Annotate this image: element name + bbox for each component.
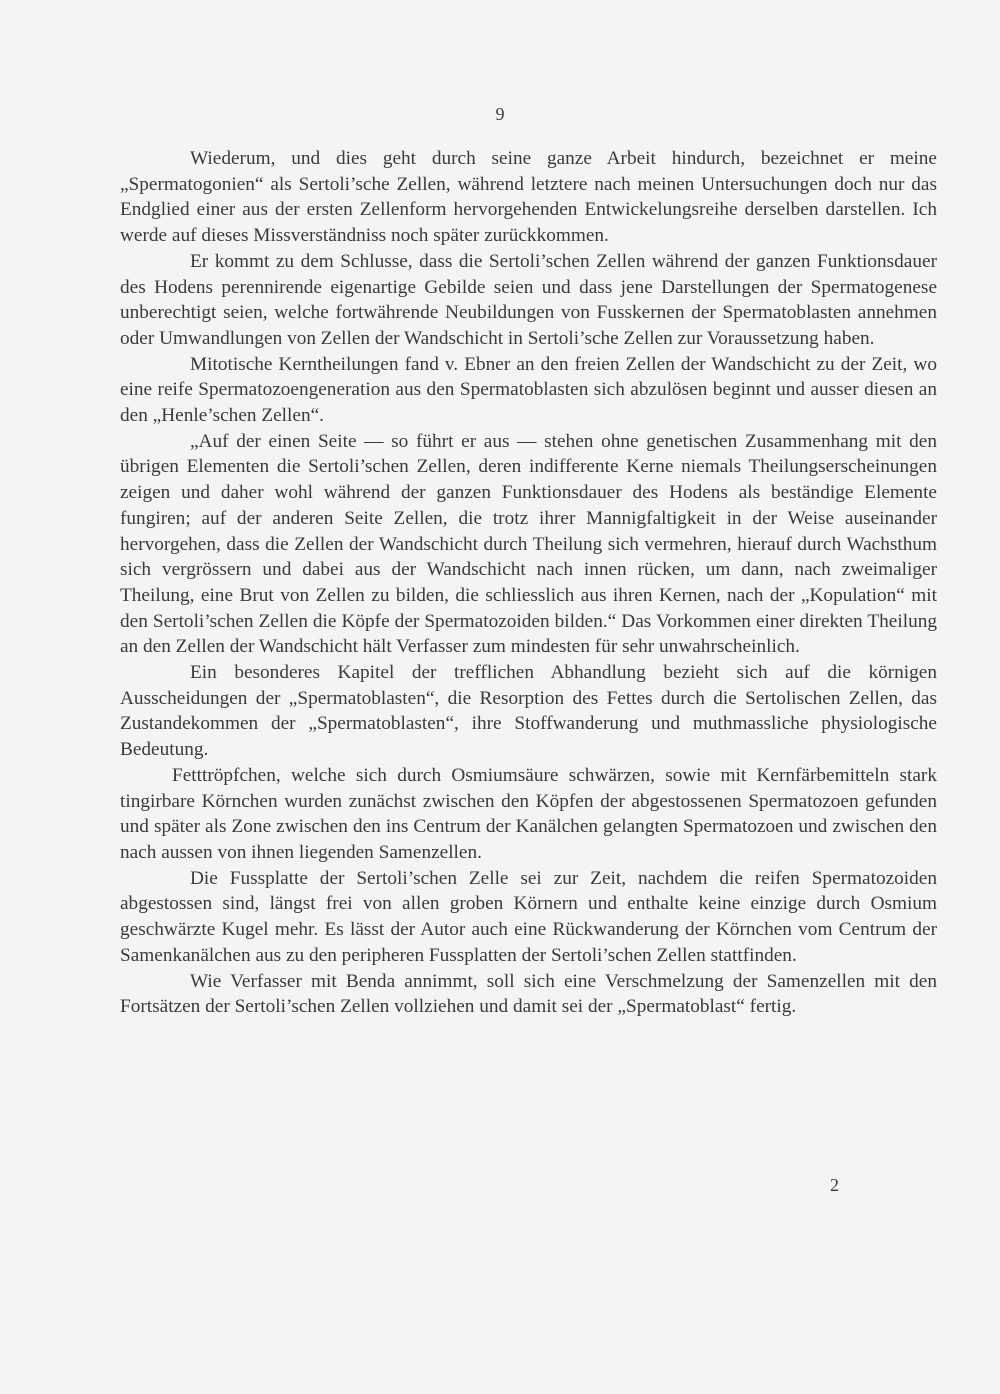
page-number: 9 [495, 104, 505, 124]
signature-mark: 2 [830, 1175, 839, 1195]
paragraph: Ein besonderes Kapitel der trefflichen Abhandlung bezieht sich auf die körnigen Ausscheidungen der „Spermatoblasten“, die Resorption des Fettes durch die Sertolischen Zellen, das Zustandekommen der „Spermatoblasten“, ihre Stoffwanderung und muthmassliche physiologische Bedeutung. [120, 662, 937, 761]
paragraph: Er kommt zu dem Schlusse, dass die Sertoli’schen Zellen während der ganzen Funktionsdauer des Hodens perennirende eigenartige Gebilde seien und dass jene Darstellungen der Spermatogenese unberechtigt seien, welche fortwährende Neubildungen von Fusskernen der Spermatoblasten annehmen oder Umwandlungen von Zellen der Wandschicht in Sertoli’sche Zellen zur Voraussetzung haben. [120, 250, 937, 349]
body-text [120, 146, 937, 1020]
paragraph: Fetttröpfchen, welche sich durch Osmiumsäure schwärzen, sowie mit Kernfärbemitteln stark tingirbare Körnchen wurden zunächst zwischen den Köpfen der abgestossenen Spermatozoen gefunden und später als Zone zwischen den ins Centrum der Kanälchen gelangten Spermatozoen und zwischen den nach aussen von ihnen liegenden Samenzellen. [120, 764, 937, 863]
paragraph: Die Fussplatte der Sertoli’schen Zelle sei zur Zeit, nachdem die reifen Spermatozoiden abgestossen sind, längst frei von allen groben Körnern und enthalte keine einzige durch Osmium geschwärzte Kugel mehr. Es lässt der Autor auch eine Rückwanderung der Körnchen vom Centrum der Samenkanälchen aus zu den peripheren Fussplatten der Sertoli’schen Zellen stattfinden. [120, 867, 937, 966]
paragraph: „Auf der einen Seite — so führt er aus — stehen ohne genetischen Zusammenhang mit den übrigen Elementen die Sertoli’schen Zellen, deren indifferente Kerne niemals Theilungserscheinungen zeigen und daher wohl während der ganzen Funktionsdauer des Hodens als beständige Elemente fungiren; auf der anderen Seite Zellen, die trotz ihrer Mannigfaltigkeit in der Weise auseinander hervorgehen, dass die Zellen der Wandschicht durch Theilung sich vermehren, hierauf durch Wachsthum sich vergrössern und dabei aus der Wandschicht nach innen rücken, um dann, nach zweimaliger Theilung, eine Brut von Zellen zu bilden, die schliesslich aus ihren Kernen, nach der „Kopulation“ mit den Sertoli’schen Zellen die Köpfe der Spermatozoiden bilden.“ Das Vorkommen einer direkten Theilung an den Zellen der Wandschicht hält Verfasser zum mindesten für sehr unwahrscheinlich. [120, 430, 937, 658]
paragraph: Wiederum, und dies geht durch seine ganze Arbeit hindurch, bezeichnet er meine „Spermatogonien“ als Sertoli’sche Zellen, während letztere nach meinen Untersuchungen doch nur das Endglied einer aus der ersten Zellenform hervorgehenden Entwickelungsreihe derselben darstellen. Ich werde auf dieses Missverständniss noch später zurückkommen. [120, 148, 937, 247]
paragraph: Wie Verfasser mit Benda annimmt, soll sich eine Verschmelzung der Samenzellen mit den Fortsätzen der Sertoli’schen Zellen vollziehen und damit sei der „Spermatoblast“ fertig. [120, 970, 937, 1018]
paragraph: Mitotische Kerntheilungen fand v. Ebner an den freien Zellen der Wandschicht zu der Zeit, wo eine reife Spermatozoengeneration aus den Spermatoblasten sich abzulösen beginnt und ausser diesen an den „Henle’schen Zellen“. [120, 353, 937, 427]
